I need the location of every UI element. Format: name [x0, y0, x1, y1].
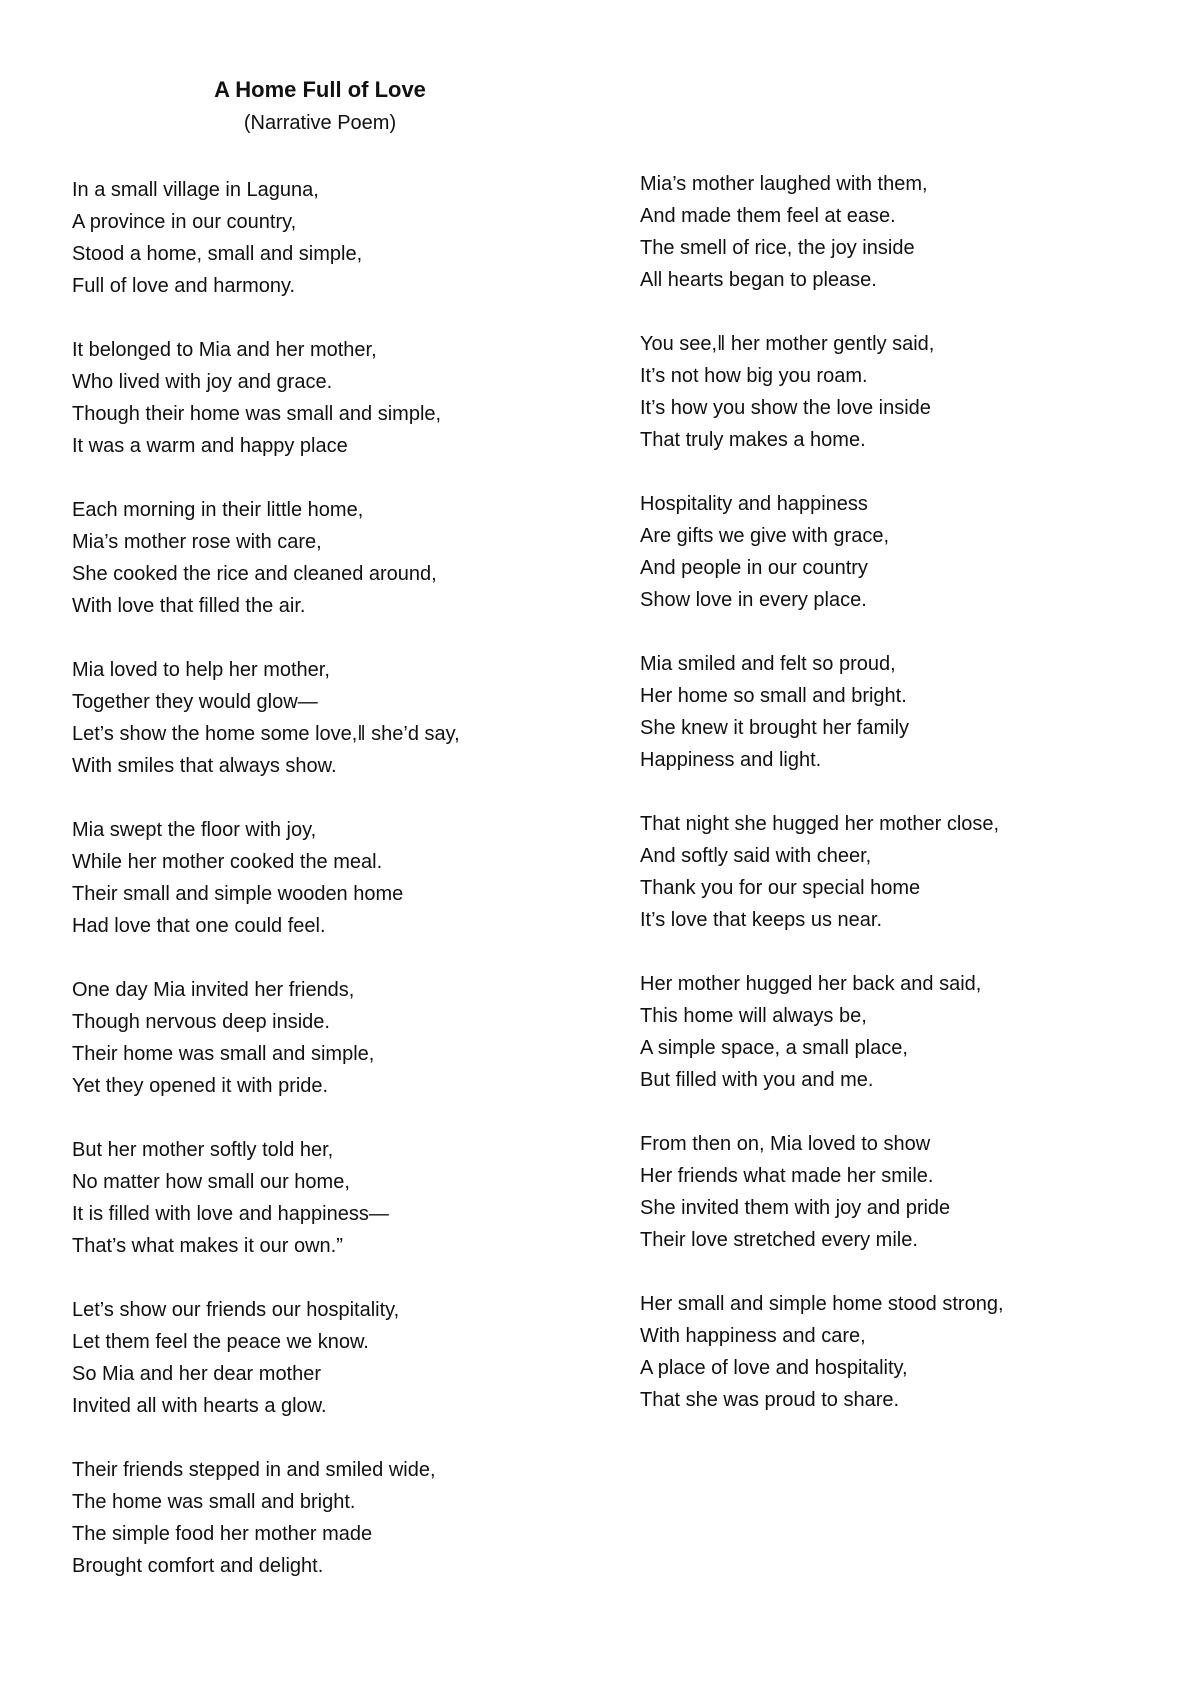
- poem-line: Let them feel the peace we know.: [72, 1331, 369, 1353]
- poem-line: A place of love and hospitality,: [640, 1357, 908, 1379]
- stanza: [640, 808, 1160, 936]
- poem-line: While her mother cooked the meal.: [72, 851, 383, 873]
- stanza: [72, 1134, 592, 1262]
- poem-line: Their friends stepped in and smiled wide,: [72, 1459, 436, 1481]
- poem-line: It’s not how big you roam.: [640, 365, 868, 387]
- stanza: [72, 494, 592, 622]
- stanza: [72, 1454, 592, 1582]
- poem-line: A province in our country,: [72, 211, 297, 233]
- stanza: [640, 1128, 1160, 1256]
- poem-line: She invited them with joy and pride: [640, 1197, 951, 1219]
- poem-line: With happiness and care,: [640, 1325, 866, 1347]
- poem-line: Their home was small and simple,: [72, 1043, 375, 1065]
- poem-line: And people in our country: [640, 557, 868, 579]
- poem-line: The simple food her mother made: [72, 1523, 373, 1545]
- poem-line: Their love stretched every mile.: [640, 1229, 918, 1251]
- stanza: [640, 968, 1160, 1096]
- poem-line: That night she hugged her mother close,: [640, 813, 1000, 835]
- poem-line: Their small and simple wooden home: [72, 883, 404, 905]
- poem-line: That’s what makes it our own.”: [72, 1235, 343, 1257]
- poem-line: Her small and simple home stood strong,: [640, 1293, 1004, 1315]
- poem-line: Show love in every place.: [640, 589, 867, 611]
- poem-line: One day Mia invited her friends,: [72, 979, 355, 1001]
- poem-line: She cooked the rice and cleaned around,: [72, 563, 437, 585]
- poem-line: All hearts began to please.: [640, 269, 877, 291]
- stanza: [72, 654, 592, 782]
- poem-line: It’s love that keeps us near.: [640, 909, 883, 931]
- poem-line: Full of love and harmony.: [72, 275, 296, 297]
- stanza: [72, 974, 592, 1102]
- poem-line: From then on, Mia loved to show: [640, 1133, 931, 1155]
- poem-line: Invited all with hearts a glow.: [72, 1395, 327, 1417]
- left-column: [72, 174, 592, 1614]
- poem-line: The home was small and bright.: [72, 1491, 356, 1513]
- poem-line: Though nervous deep inside.: [72, 1011, 330, 1033]
- poem-line: Thank you for our special home: [640, 877, 921, 899]
- stanza: [640, 1288, 1160, 1416]
- poem-line: No matter how small our home,: [72, 1171, 350, 1193]
- poem-line: Together they would glow—: [72, 691, 318, 713]
- poem-line: Mia’s mother laughed with them,: [640, 173, 928, 195]
- poem-line: That she was proud to share.: [640, 1389, 900, 1411]
- poem-line: And softly said with cheer,: [640, 845, 872, 867]
- poem-line: Hospitality and happiness: [640, 493, 868, 515]
- poem-line: But her mother softly told her,: [72, 1139, 334, 1161]
- stanza: [640, 648, 1160, 776]
- poem-line: Are gifts we give with grace,: [640, 525, 889, 547]
- poem-line: It’s how you show the love inside: [640, 397, 931, 419]
- poem-line: You see,‖ her mother gently said,: [640, 333, 935, 355]
- poem-line: In a small village in Laguna,: [72, 179, 319, 201]
- poem-line: Each morning in their little home,: [72, 499, 364, 521]
- poem-line: Mia loved to help her mother,: [72, 659, 330, 681]
- poem-line: It is filled with love and happiness—: [72, 1203, 389, 1225]
- stanza: [72, 814, 592, 942]
- poem-line: The smell of rice, the joy inside: [640, 237, 915, 259]
- poem-line: And made them feel at ease.: [640, 205, 896, 227]
- stanza: [72, 1294, 592, 1422]
- stanza: [640, 168, 1160, 296]
- poem-line: Happiness and light.: [640, 749, 822, 771]
- right-column: [640, 168, 1160, 1448]
- poem-line: Brought comfort and delight.: [72, 1555, 324, 1577]
- poem-line: That truly makes a home.: [640, 429, 866, 451]
- poem-line: It belonged to Mia and her mother,: [72, 339, 377, 361]
- poem-line: But filled with you and me.: [640, 1069, 874, 1091]
- poem-line: Let’s show our friends our hospitality,: [72, 1299, 400, 1321]
- stanza: [640, 488, 1160, 616]
- poem-line: She knew it brought her family: [640, 717, 910, 739]
- poem-subtitle: (Narrative Poem): [243, 112, 397, 134]
- poem-line: Her mother hugged her back and said,: [640, 973, 982, 995]
- poem-line: Her friends what made her smile.: [640, 1165, 934, 1187]
- poem-title: A Home Full of Love: [214, 77, 426, 102]
- poem-line: Though their home was small and simple,: [72, 403, 442, 425]
- poem-line: Had love that one could feel.: [72, 915, 326, 937]
- stanza: [72, 334, 592, 462]
- stanza: [640, 328, 1160, 456]
- stanza: [72, 174, 592, 302]
- poem-line: Let’s show the home some love,‖ she’d say,: [72, 723, 460, 745]
- poem-line: Mia’s mother rose with care,: [72, 531, 322, 553]
- poem-line: So Mia and her dear mother: [72, 1363, 322, 1385]
- poem-line: Her home so small and bright.: [640, 685, 907, 707]
- poem-line: Who lived with joy and grace.: [72, 371, 333, 393]
- poem-line: With smiles that always show.: [72, 755, 337, 777]
- poem-line: A simple space, a small place,: [640, 1037, 908, 1059]
- poem-line: Mia swept the floor with joy,: [72, 819, 317, 841]
- poem-line: This home will always be,: [640, 1005, 867, 1027]
- poem-line: With love that filled the air.: [72, 595, 306, 617]
- poem-line: Stood a home, small and simple,: [72, 243, 363, 265]
- title-block: [72, 74, 568, 140]
- poem-line: Mia smiled and felt so proud,: [640, 653, 896, 675]
- poem-line: It was a warm and happy place: [72, 435, 348, 457]
- poem-line: Yet they opened it with pride.: [72, 1075, 329, 1097]
